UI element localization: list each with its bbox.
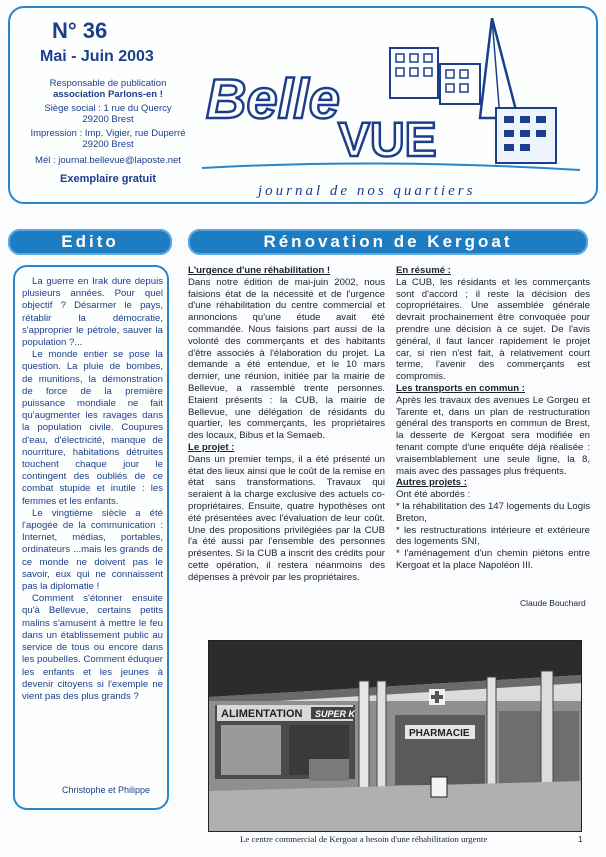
subheading-resume: En résumé : <box>396 265 451 276</box>
publication-line: association Parlons-en ! <box>53 89 163 100</box>
journal-subtitle: journal de nos quartiers <box>258 183 476 199</box>
shop-sign-brand: SUPER K <box>315 709 356 719</box>
list-item: * la réhabilitation des 147 logements du Logis Breton, <box>396 500 590 524</box>
article-signature: Claude Bouchard <box>520 598 586 608</box>
issue-number: N° 36 <box>52 18 108 43</box>
subheading-transports: Les transports en commun : <box>396 382 526 394</box>
publication-info <box>28 78 188 100</box>
impression-line: 29200 Brest <box>82 139 134 150</box>
edito-signature: Christophe et Philippe <box>62 785 151 795</box>
article-paragraph: La CUB, les résidants et les commerçants sont d'accord ; il reste la décision des copropriétaires. Une assemblée générale devrait prochainement être convoquée pour prendre une décision à ce sujet. De l'avis général, il faut lancer rapidement le projet car, si rien n'est fait, à relativement court terme, l'avenir des commerçants est compromis. <box>396 276 590 383</box>
building-windows <box>446 70 468 92</box>
shop-sign-alimentation: ALIMENTATION <box>221 708 303 720</box>
edito-paragraph: Comment s'étonner ensuite qu'à Bellevue, certains petits malins s'amusent à mettre le feu dans un établissement public au service de tous ou encore dans les poubelles. Comment éduquer les enfants et les jeunes à devenir citoyens si l'exemple ne vient pas des plus grands ? <box>22 593 163 702</box>
siege-line: 29200 Brest <box>82 114 134 125</box>
shopping-centre-photo <box>208 640 582 832</box>
article-column-left <box>188 265 385 584</box>
subheading-urgence: L'urgence d'une réhabilitation ! <box>188 265 331 276</box>
building-windows <box>396 54 432 76</box>
page-number: 1 <box>578 834 583 844</box>
subheading-autres-projets: Autres projets : <box>396 477 467 489</box>
article-paragraph: Ont été abordés : <box>396 489 471 501</box>
edito-paragraph: La guerre en Irak dure depuis plusieurs années. Pour quel objectif ? Désarmer le pays, rétablir la démocratie, s'approprier le pétrole, sauver la population ?... <box>22 276 163 349</box>
list-item: * l'aménagement d'un chemin piétons entre Kergoat et la place Napoléon III. <box>396 548 590 571</box>
edito-paragraph: Le monde entier se pose la question. La pluie de bombes, de munitions, la démonstration de force de la première puissance mondiale ne fait qu'augmenter les ravages dans la population civile. Coupures d'eau, d'électricité, manque de nourriture, habitations détruites touchent chaque jour le contingent des oubliés de ce combat stupide et inutile : les femmes et les enfants. <box>22 349 163 507</box>
impression-info <box>28 128 188 150</box>
article-paragraph: Après les travaux des avenues Le Gorgeu et Tarente et, dans un plan de restructuration général des transports en commun de Brest, la desserte de Kergoat sera modifiée en tenant compte d'une enquête déjà réalisée : vraisemblablement une seule ligne, la 8, mais avec des passages plus fréquents. <box>396 394 590 477</box>
article-column-right <box>396 265 590 572</box>
siege-info <box>28 103 188 125</box>
edito-paragraph: Le vingtième siècle a été l'apogée de la communication : Internet, médias, portables, ordinateurs ...mais les grands de ce monde ne doivent pas le savoir, eux qui ne connaissent pas la diplomatie ! <box>22 507 163 593</box>
shop-sign-pharmacie: PHARMACIE <box>409 728 470 739</box>
building-shape <box>390 48 438 98</box>
issue-date: Mai - Juin 2003 <box>40 48 154 65</box>
subheading-projet: Le projet : <box>188 441 235 453</box>
logo-word-vue: VUE <box>338 114 437 167</box>
photo-illustration <box>209 641 582 832</box>
article-paragraph: Dans notre édition de mai-juin 2002, nous faisions état de la nécessité et de l'urgence d'une réhabilitation du centre commercial et annoncions qu'une étude avait été commandée. Nous faisions part aussi de la volonté des commerçants et des habitants d'être associés à l'élaboration du projet. La demande a été entendue, et le 10 mars dernier, une réunion, initiée par la mairie de Bellevue, a rassemblé trente personnes. Etaient présents : la CUB, la mairie de Bellevue, une délégation de résidants du quartier, les commerçants, les propriétaires des locaux, Bibus et la Semaeb. <box>188 276 385 442</box>
article-heading: Rénovation de Kergoat <box>188 229 588 255</box>
publication-line: Responsable de publication <box>49 78 167 89</box>
free-copy-label: Exemplaire gratuit <box>60 173 156 185</box>
edito-body <box>22 276 163 703</box>
list-item: * les restructurations intérieure et extérieure des logements SNI, <box>396 524 590 548</box>
edito-heading: Edito <box>8 229 172 255</box>
bellevue-logo <box>200 18 590 188</box>
impression-line: Impression : Imp. Vigier, rue Duperré <box>30 128 186 139</box>
logo-word-belle: Belle <box>206 67 340 130</box>
photo-caption: Le centre commercial de Kergoat a besoin d'une réhabilitation urgente <box>240 834 488 844</box>
email-info: Mél : journal.bellevue@laposte.net <box>35 155 181 166</box>
siege-line: Siège social : 1 rue du Quercy <box>44 103 172 114</box>
article-paragraph: Dans un premier temps, il a été présenté un état des lieux ainsi que le coût de la remise en état sans transformations. Travaux qui seraient à la charge exclusive des actuels co-propriétaires. Ensuite, quatre hypothèses ont été présentées avec l'évaluation de leur coût. Une des propositions privilégiées par la CUB l'a été aussi par l'ensemble des personnes présentes. Si la CUB a inscrit des crédits pour cette opération, il restera néanmoins des dépenses à prévoir par les propriétaires. <box>188 453 385 583</box>
